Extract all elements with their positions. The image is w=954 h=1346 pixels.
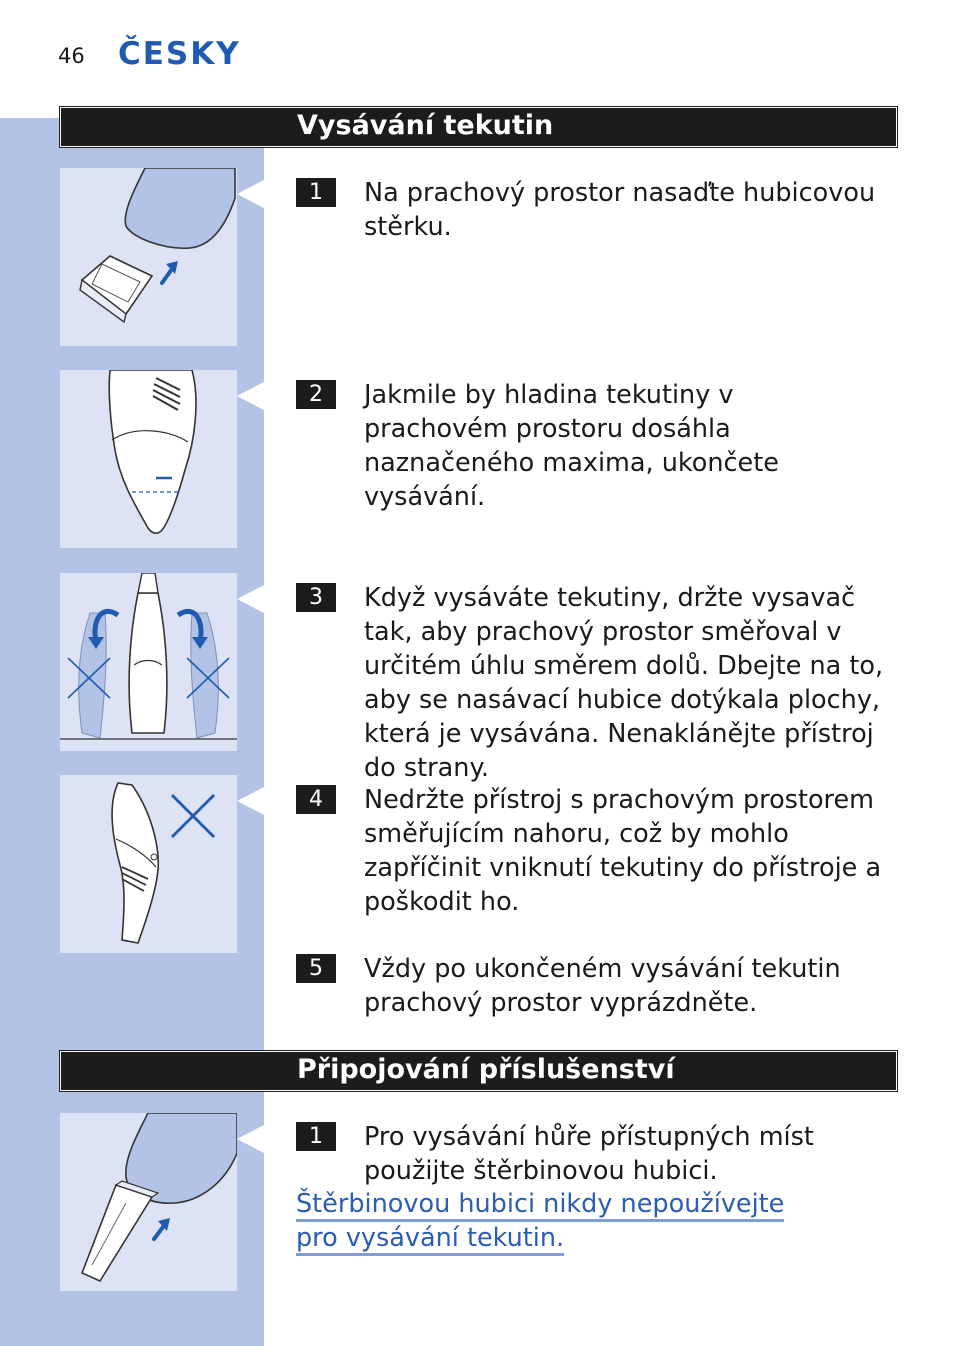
illustration-correct-angle: [60, 573, 237, 751]
vacuum-angle-icon: [60, 573, 237, 751]
vacuum-upward-wrong-icon: [60, 775, 237, 953]
step-number: 4: [296, 785, 336, 814]
step-text: Pro vysávání hůře přístupných míst použijte štěrbinovou hubici.: [364, 1122, 814, 1186]
step-number: 3: [296, 583, 336, 612]
vacuum-nozzle-attach-icon: [60, 168, 237, 346]
page-number: 46: [58, 44, 85, 68]
step-number: 1: [296, 1122, 336, 1151]
step-text: Nedržte přístroj s prachovým prostorem směřujícím nahoru, což by mohlo zapříčinit vniknutí tekutiny do přístroje a poškodit ho.: [364, 785, 882, 917]
illustration-max-level: [60, 370, 237, 548]
crevice-tool-attach-icon: [60, 1113, 237, 1291]
step-text: Jakmile by hladina tekutiny v prachovém prostoru dosáhla naznačeného maxima, ukončete vysávání.: [364, 380, 779, 512]
section-title: Vysávání tekutin: [297, 110, 554, 141]
section-bar-accessories: [60, 1051, 897, 1091]
pointer-notch: [237, 180, 264, 208]
illustration-wrong-upward: [60, 775, 237, 953]
warning-note-text: Štěrbinovou hubici nikdy nepoužívejte pro vysávání tekutin.: [296, 1189, 784, 1256]
step-number: 5: [296, 954, 336, 983]
step-number: 2: [296, 380, 336, 409]
section-title: Připojování příslušenství: [297, 1054, 675, 1085]
step-text: Když vysáváte tekutiny, držte vysavač tak, aby prachový prostor směřoval v určitém úhlu směrem dolů. Dbejte na to, aby se nasávací hubice dotýkala plochy, která je vysávána. Nenaklánějte přístroj do strany.: [364, 583, 884, 783]
illustration-crevice-tool: [60, 1113, 237, 1291]
step-text: Vždy po ukončeném vysávání tekutin prachový prostor vyprázdněte.: [364, 954, 841, 1018]
warning-note: [296, 1187, 816, 1255]
pointer-notch: [237, 787, 264, 815]
vacuum-max-level-icon: [60, 370, 237, 548]
pointer-notch: [237, 585, 264, 613]
pointer-notch: [237, 382, 264, 410]
illustration-wiper-nozzle: [60, 168, 237, 346]
language-heading: ČESKY: [118, 36, 241, 72]
section-bar-liquids: [60, 107, 897, 147]
step-text: Na prachový prostor nasaďte hubicovou stěrku.: [364, 178, 876, 242]
step-number: 1: [296, 178, 336, 207]
pointer-notch: [237, 1125, 264, 1153]
